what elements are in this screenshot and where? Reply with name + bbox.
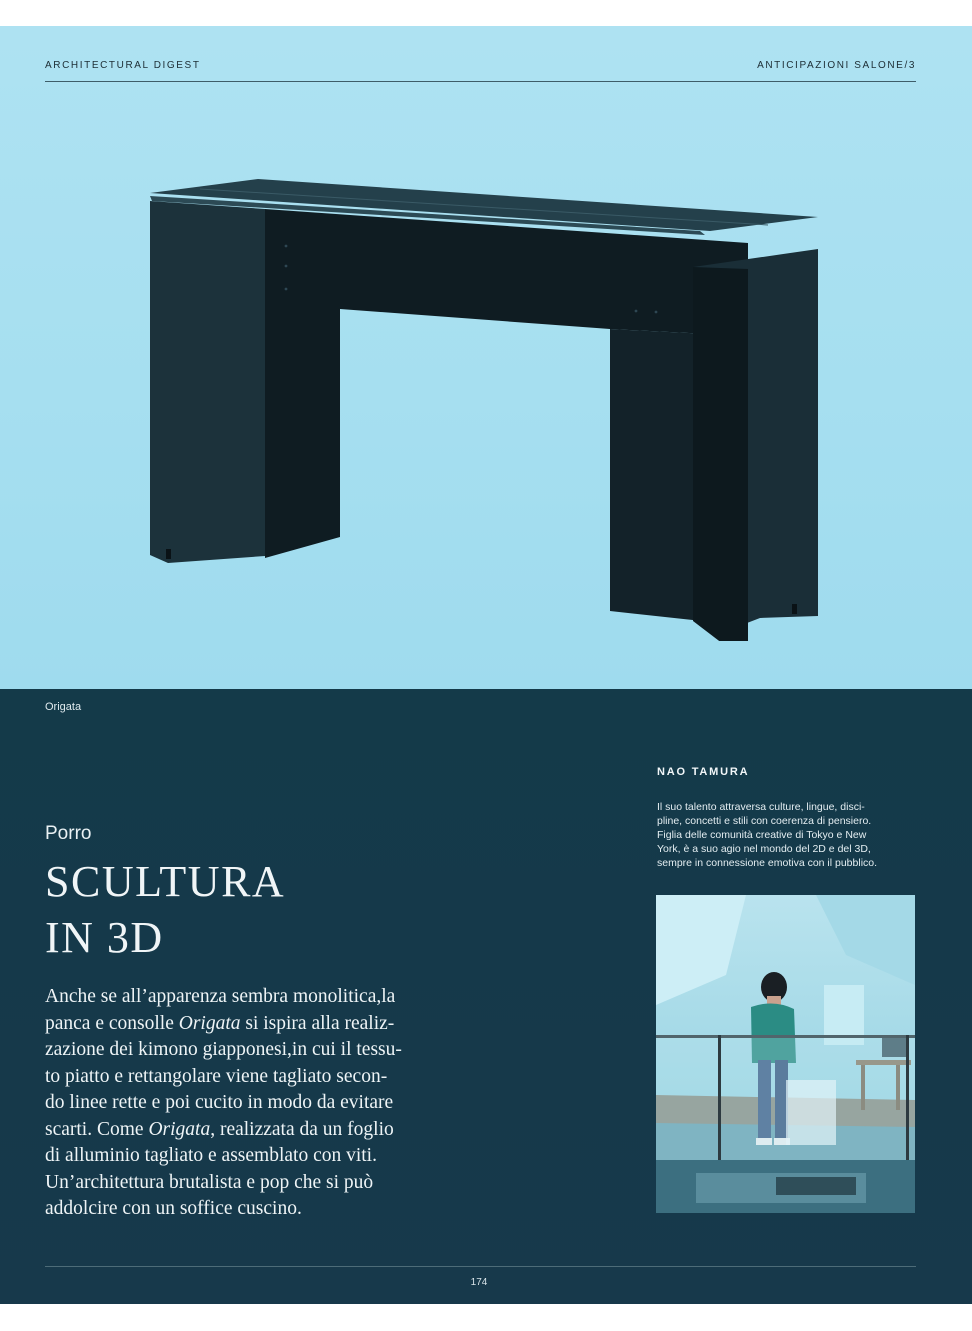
footer-divider: [45, 1266, 916, 1267]
body-line: Un’architettura brutalista e pop che si può: [45, 1171, 374, 1193]
article-body: [45, 984, 469, 1223]
body-line: do linee rette e poi cucito in modo da evitare: [45, 1092, 394, 1113]
body-line: panca e consolle Origata si ispira alla realiz-: [45, 1012, 395, 1034]
screw: [285, 245, 288, 248]
console-left-panel: [150, 201, 265, 563]
product-name-italic: Origata: [148, 1118, 211, 1140]
designer-photo: [656, 895, 915, 1213]
photo-caption: Origata: [45, 701, 82, 713]
bio-line: Figlia delle comunità creative di Tokyo e New: [657, 829, 867, 841]
origata-console-image: [140, 171, 830, 641]
page-header: [45, 59, 916, 82]
designer-name: NAO TAMURA: [657, 766, 750, 778]
title-line: IN 3D: [45, 913, 164, 962]
bio-line: Il suo talento attraversa culture, lingue, disci-: [657, 801, 865, 813]
page-number: 174: [470, 1277, 488, 1288]
designer-bio: [657, 800, 919, 870]
body-line: Anche se all’apparenza sembra monolitica,la: [45, 986, 396, 1007]
title-line: SCULTURA: [45, 857, 286, 906]
product-name-italic: Origata: [178, 1012, 241, 1034]
brand-name: Porro: [45, 823, 92, 844]
bio-line: York, è a suo agio nel mondo del 2D e del 3D,: [657, 843, 871, 855]
body-line: addolcire con un soffice cuscino.: [45, 1198, 302, 1219]
article-band: [0, 689, 972, 1304]
screw: [285, 288, 288, 291]
product-photo-band: [0, 26, 972, 689]
body-line: di alluminio tagliato e assemblato con viti.: [45, 1145, 377, 1166]
screw: [635, 310, 638, 313]
body-line: zazione dei kimono giapponesi,in cui il tessu-: [45, 1039, 402, 1060]
bio-line: pline, concetti e stili con coerenza di pensiero.: [657, 815, 872, 827]
body-line: to piatto e rettangolare viene tagliato secon-: [45, 1065, 388, 1087]
foot-left: [166, 549, 171, 559]
section-label: ANTICIPAZIONI SALONE/3: [757, 60, 916, 71]
publication-name: ARCHITECTURAL DIGEST: [45, 60, 201, 71]
designer-photo-illustration: [656, 895, 915, 1213]
magazine-page: [0, 26, 972, 1304]
foot-right: [792, 604, 797, 614]
screw: [285, 265, 288, 268]
article-title: [45, 854, 445, 966]
console-right-fold: [693, 267, 748, 641]
bio-line: sempre in connessione emotiva con il pubblico.: [657, 857, 878, 869]
body-line: scarti. Come Origata, realizzata da un foglio: [45, 1118, 394, 1140]
screw: [655, 311, 658, 314]
